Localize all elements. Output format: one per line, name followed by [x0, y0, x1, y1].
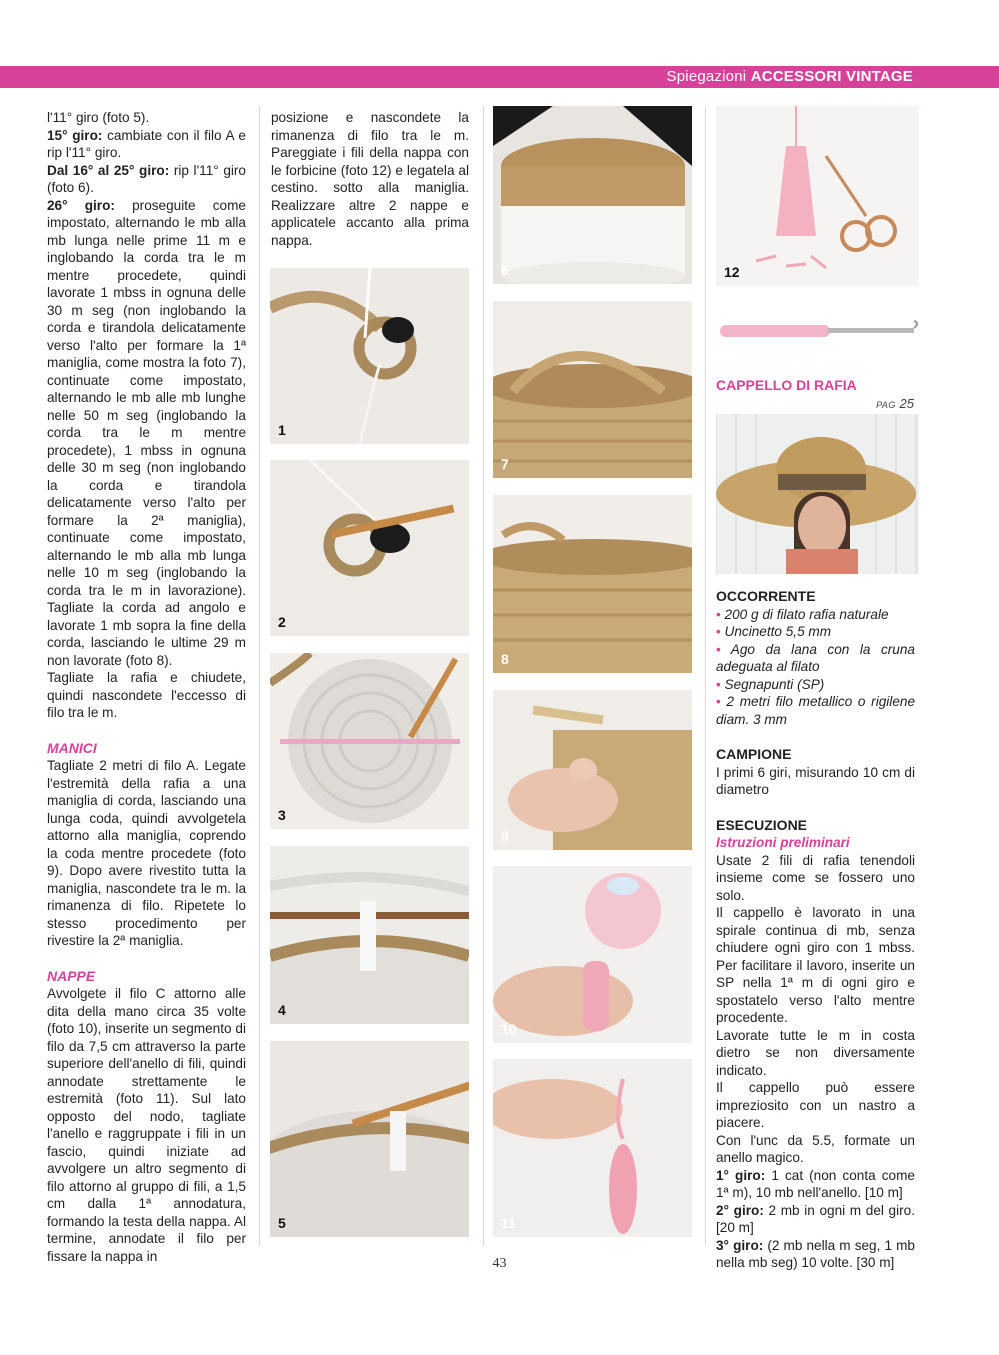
- photo-12-tassel-scissors: [716, 106, 919, 286]
- banner-text: [667, 68, 913, 85]
- photo-6-image: [493, 106, 692, 284]
- photo-3-round-base: [270, 653, 469, 829]
- photo-11-tied-yarn-loop: [493, 1059, 692, 1237]
- paragraph: Usate 2 fili di rafia tenendoli insieme come se fossero uno solo.: [716, 852, 915, 903]
- photo-number: 2: [278, 614, 286, 630]
- paragraph: Lavorate tutte le m in costa dietro se non diversamente indicato.: [716, 1027, 915, 1078]
- paragraph: 26° giro: proseguite come impostato, alternando le mb alla mb lunga nelle prime 11 m e inglobando la corda tra le m mentre procedete, quindi lavorate 1 mbss in ognuna delle 30 m seg (non inglobando la corda e tirandola delicatamente verso l'alto per formare la 1ª maniglia, come mostra la foto 7), continuate come impostato, alternando le mb alle mb lunghe nelle 50 m seg (inglobando la corda tra le m mentre procedete), 1 mbss in ognuna delle 30 m seg (non inglobando la corda e tirandola delicatamente verso l'alto per formare la 2ª maniglia), continuate come impostato, alternando le mb alla mb lunga nelle 10 m seg (inglobando la corda tra le m in lavorazione). Tagliate la corda ad angolo e lavorate 1 mb sopra la fine della corda, lasciando le ultime 29 m non lavorate (foto 8).: [47, 197, 246, 668]
- banner-title: ACCESSORI VINTAGE: [750, 68, 913, 85]
- section-banner: [0, 66, 999, 88]
- heading-occorrente: OCCORRENTE: [716, 588, 816, 604]
- photo-number: 4: [278, 1002, 286, 1018]
- photo-9-wrapping-handle: [493, 690, 692, 850]
- photo-number: 5: [278, 1215, 286, 1231]
- photo-number: 8: [501, 651, 509, 667]
- text-column-1: [47, 109, 246, 1265]
- photo-7-basket-handle: [493, 301, 692, 478]
- materials-item: • Segnapunti (SP): [716, 676, 825, 692]
- photo-9-image: [493, 690, 692, 850]
- banner-section: Spiegazioni: [666, 68, 747, 85]
- paragraph: I primi 6 giri, misurando 10 cm di diametro: [716, 764, 915, 797]
- text-column-2: [271, 109, 469, 249]
- heading-campione: CAMPIONE: [716, 746, 792, 762]
- photo-number: 12: [724, 264, 740, 280]
- paragraph: Avvolgete il filo C attorno alle dita della mano circa 35 volte (foto 10), inserite un segmento di filo da 7,5 cm attraverso la parte superiore dell'anello di fili, quindi annodate strettamente le estremità (foto 11). Sul lato opposto del nodo, tagliate l'anello e raggruppate i fili in un fascio, quindi iniziate ad avvolgere un altro segmento di filo attorno al gruppo di fili, a 1,5 cm dalla 1ª annodatura, formando la testa della nappa. Al termine, annodate il filo per fissare la nappa in: [47, 986, 246, 1264]
- materials-item: • Uncinetto 5,5 mm: [716, 624, 832, 639]
- paragraph: Il cappello è lavorato in una spirale continua di mb, senza chiudere ogni giro con 1 mbss. Per facilitare il lavoro, inserite un SP nella 1ª m di ogni giro e spostatelo verso l'alto mentre procedente.: [716, 905, 915, 1025]
- photo-number: 6: [501, 262, 509, 278]
- text-column-4: [716, 588, 915, 1272]
- paragraph: Dal 16° al 25° giro: rip l'11° giro (foto 6).: [47, 162, 246, 195]
- paragraph: Tagliate la rafia e chiudete, quindi nascondete l'eccesso di filo tra le m.: [47, 670, 246, 720]
- page-number: 43: [492, 1256, 507, 1271]
- paragraph: Con l'unc da 5.5, formate un anello magico.: [716, 1132, 915, 1165]
- materials-item: • 2 metri filo metallico o rigilene diam. 3 mm: [716, 694, 916, 727]
- photo-raffia-hat: [716, 414, 919, 574]
- crochet-hook-image: [716, 313, 922, 347]
- column-divider-2: [483, 106, 484, 1246]
- photo-8-image: [493, 495, 692, 673]
- paragraph: 3° giro: (2 mb nella m seg, 1 mb nella mb seg) 10 volte. [30 m]: [716, 1237, 915, 1270]
- photo-5-working-round: [270, 1041, 469, 1237]
- heading-nappe: NAPPE: [47, 967, 96, 984]
- heading-esecuzione: ESECUZIONE: [716, 816, 808, 833]
- photo-10-yarn-on-fingers: [493, 866, 692, 1043]
- photo-12-image: [716, 106, 919, 286]
- photo-10-image: [493, 866, 692, 1043]
- column-divider-3: [705, 106, 706, 1246]
- photo-2-hook-in-ring: [270, 460, 469, 636]
- photo-1-rope-ring: [270, 268, 469, 444]
- photo-8-basket-rope-end: [493, 495, 692, 673]
- heading-manici: MANICI: [47, 739, 97, 756]
- photo-number: 9: [501, 828, 509, 844]
- materials-item: • 200 g di filato rafia naturale: [716, 606, 889, 622]
- column-divider-1: [259, 106, 260, 1246]
- photo-6-basket-white: [493, 106, 692, 284]
- paragraph: posizione e nascondete la rimanenza di filo tra le m. Pareggiate i fili della nappa con le forbicine (foto 12) e legatela al cestino. sotto alla maniglia. Realizzare altre 2 nappe e applicatele accanto alla prima nappa.: [271, 110, 469, 248]
- subheading-istruzioni: Istruzioni preliminari: [716, 835, 850, 850]
- photo-number: 10: [501, 1021, 517, 1037]
- photo-3-image: [270, 653, 469, 829]
- photo-number: 3: [278, 807, 286, 823]
- photo-7-image: [493, 301, 692, 478]
- pattern-title: CAPPELLO DI RAFIA: [716, 377, 857, 393]
- photo-4-image: [270, 846, 469, 1024]
- paragraph: Tagliate 2 metri di filo A. Legate l'estremità della rafia a una maniglia di corda, lasciando una lunga coda, quindi avvolgetela attorno alla maniglia, coprendo la coda mentre procedete (foto 9). Dopo avere rivestito tutta la maniglia, nascondete tra le m. la rimanenza di filo. Ripetete lo stesso procedimento per rivestire la 2ª maniglia.: [47, 758, 246, 948]
- photo-4-stitch-over-rope: [270, 846, 469, 1024]
- photo-5-image: [270, 1041, 469, 1237]
- photo-number: 7: [501, 456, 509, 472]
- paragraph: Il cappello può essere impreziosito con un nastro a piacere.: [716, 1080, 915, 1130]
- photo-number: 1: [278, 422, 286, 438]
- paragraph: l'11° giro (foto 5).: [47, 110, 150, 125]
- photo-number: 11: [501, 1215, 516, 1231]
- pattern-page-reference: PAG 25: [876, 396, 914, 411]
- paragraph: 1° giro: 1 cat (non conta come 1ª m), 10 mb nell'anello. [10 m]: [716, 1167, 915, 1200]
- materials-item: • Ago da lana con la cruna adeguata al filato: [716, 641, 915, 674]
- photo-1-image: [270, 268, 469, 444]
- hat-photo-image: [716, 414, 919, 574]
- paragraph: 2° giro: 2 mb in ogni m del giro. [20 m]: [716, 1202, 915, 1235]
- paragraph: 15° giro: cambiate con il filo A e rip l'11° giro.: [47, 127, 246, 160]
- photo-2-image: [270, 460, 469, 636]
- photo-11-image: [493, 1059, 692, 1237]
